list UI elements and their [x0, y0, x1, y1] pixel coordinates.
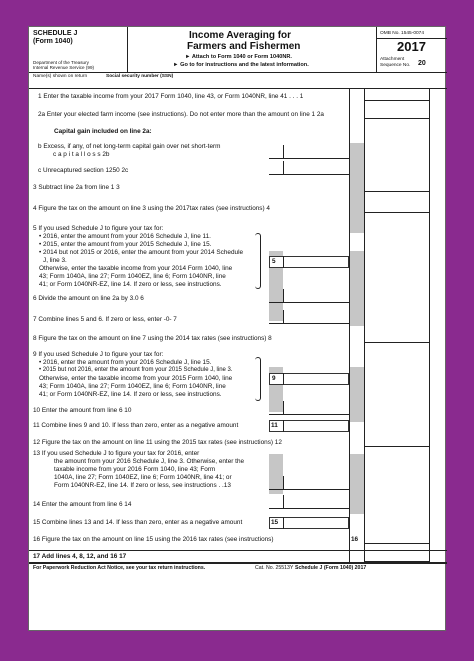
header-divider-right	[376, 27, 377, 72]
line-15-input[interactable]	[285, 519, 347, 527]
shaded-area-a	[350, 143, 364, 233]
line-5-brace	[255, 233, 261, 289]
line-11-box-number: 11	[271, 422, 278, 429]
attach-instruction: ► Attach to Form 1040 or Form 1040NR.	[185, 54, 292, 60]
line-6-input[interactable]	[285, 294, 347, 302]
line-8-rule	[364, 342, 429, 343]
line-2c-input[interactable]	[285, 166, 347, 174]
header-divider-left	[127, 27, 128, 72]
line-12-rule	[364, 446, 429, 447]
omb-number: OMB No. 1545-0074	[380, 31, 424, 36]
line-9-box-divider	[283, 373, 284, 385]
line-9-option-2015: • 2015 but not 2016, enter the amount from your 2015 Schedule J, line 3.	[39, 367, 233, 373]
line-13-input[interactable]	[285, 481, 347, 489]
line-2b-input[interactable]	[285, 150, 347, 158]
line-2b-rule	[269, 158, 349, 159]
line-2c-text: c Unrecaptured section 1250 2c	[38, 167, 129, 174]
name-field-label: Name(s) shown on return	[33, 74, 88, 79]
line-5-option-2016: • 2016, enter the amount from your 2016 Schedule J, line 11.	[39, 233, 211, 240]
line-5-otherwise-cont1: 43; Form 1040A, line 27; Form 1040EZ, line 6; Form 1040NR, line	[39, 273, 226, 280]
dept-label: Department of the Treasury	[33, 60, 89, 65]
line-2a-text: 2a Enter your elected farm income (see instructions). Do not enter more than the amount on line 1 2a	[38, 111, 324, 118]
line-2a-input[interactable]	[365, 110, 428, 118]
form-ref: (Form 1040)	[33, 38, 73, 45]
line-8-input[interactable]	[365, 334, 428, 342]
shaded-area-g	[350, 454, 364, 514]
line-5-input[interactable]	[285, 258, 347, 266]
line-2c-box-divider	[283, 161, 284, 175]
ssn-field-label: Social security number (SSN)	[106, 74, 174, 79]
form-page	[28, 26, 446, 631]
line-16-number: 16	[351, 536, 359, 543]
capital-gain-heading: Capital gain included on line 2a:	[54, 128, 152, 135]
line-9-otherwise: Otherwise, enter the taxable income from your 2015 Form 1040, line	[39, 375, 233, 382]
line-9-brace	[255, 357, 261, 401]
line-13-rule	[269, 489, 349, 490]
line-2a-rule	[364, 118, 429, 119]
line-7-input[interactable]	[285, 315, 347, 323]
name-input[interactable]	[33, 80, 283, 88]
line-13-text-2: the amount from your 2016 Schedule J, line 3. Otherwise, enter the	[54, 458, 245, 465]
line-5-box-divider	[283, 256, 284, 268]
attachment-label: Attachment	[380, 57, 405, 62]
line-7-text: 7 Combine lines 5 and 6. If zero or less, enter -0- 7	[33, 316, 177, 323]
line-1-rule	[364, 100, 429, 101]
line-17-text: 17 Add lines 4, 8, 12, and 16 17	[33, 553, 127, 560]
line-14-text: 14 Enter the amount from line 6 14	[33, 501, 132, 508]
line-5-option-2014-cont: J, line 3.	[43, 257, 67, 264]
line-6-text: 6 Divide the amount on line 2a by 3.0 6	[33, 295, 144, 302]
shaded-area-c	[350, 251, 364, 326]
line-10-rule	[269, 414, 349, 415]
line-16-input[interactable]	[365, 535, 428, 543]
line-16-text: 16 Figure the tax on the amount on line 15 using the 2016 tax rates (see instructions)	[33, 536, 274, 543]
line-12-input[interactable]	[365, 438, 428, 446]
line-12-text: 12 Figure the tax on the amount on line 11 using the 2015 tax rates (see instructions) 12	[33, 439, 282, 446]
line-17-input[interactable]	[365, 553, 428, 561]
line-2c-rule	[269, 174, 349, 175]
line-13-text-4: 1040A, line 27; Form 1040EZ, line 6; Form 1040NR, line 41; or	[54, 474, 232, 481]
line-16-rule	[364, 543, 429, 544]
line-5-box-number: 5	[272, 258, 276, 265]
sequence-label: Sequence No.	[380, 63, 411, 68]
line-9-box-number: 9	[272, 375, 276, 382]
line-9-option-2016: • 2016, enter the amount from your 2016 Schedule J, line 15.	[39, 359, 212, 366]
line-15-box-number: 15	[271, 519, 279, 526]
line-17-top-rule	[29, 550, 447, 551]
line-9-input[interactable]	[285, 375, 347, 383]
footer-notice: For Paperwork Reduction Act Notice, see your tax return instructions.	[33, 565, 206, 571]
line-8-text: 8 Figure the tax on the amount on line 7 using the 2014 tax rates (see instructions) 8	[33, 335, 272, 342]
ssn-input[interactable]	[289, 80, 439, 88]
line-1-input[interactable]	[365, 92, 428, 100]
line-7-box-divider	[283, 310, 284, 324]
footer-rule	[29, 562, 447, 564]
schedule-label: SCHEDULE J	[33, 30, 78, 37]
line-5-option-2015: • 2015, enter the amount from your 2015 Schedule J, line 15.	[39, 241, 212, 248]
line-6-rule	[269, 302, 349, 303]
sequence-number: 20	[418, 60, 426, 67]
line-15-box-divider	[283, 517, 284, 529]
line-10-text: 10 Enter the amount from line 6 10	[33, 407, 132, 414]
line-6-box-divider	[283, 289, 284, 303]
irs-label: Internal Revenue Service (99)	[33, 65, 95, 70]
header-bottom-rule	[29, 72, 447, 73]
line-3-text: 3 Subtract line 2a from line 1 3	[33, 184, 120, 191]
line-13-text-5: Form 1040NR-EZ, line 14. If zero or less, see instructions . .13	[54, 482, 231, 489]
line-5-intro: 5 If you used Schedule J to figure your tax for:	[33, 225, 164, 232]
line-9-otherwise-cont2: 41; or Form 1040NR-EZ, line 14. If zero or less, see instructions.	[39, 391, 222, 398]
footer-cat-no: Cat. No. 25513Y	[255, 565, 294, 571]
line-15-text: 15 Combine lines 13 and 14. If less than zero, enter as a negative amount	[33, 519, 243, 526]
line-13-text-3: taxable income from your 2016 Form 1040, line 43; Form	[54, 466, 216, 473]
line-7-rule	[269, 323, 349, 324]
amount-column-right	[429, 88, 430, 562]
shaded-area-f	[269, 454, 283, 494]
goto-instruction: ► Go to for instructions and the latest information.	[173, 62, 309, 68]
form-title-2: Farmers and Fishermen	[187, 41, 301, 52]
line-3-rule	[364, 191, 429, 192]
line-14-box-divider	[283, 495, 284, 509]
line-5-otherwise-cont2: 41; or Form 1040NR-EZ, line 14. If zero or less, see instructions.	[39, 281, 222, 288]
line-1-text: 1 Enter the taxable income from your 2017 Form 1040, line 43, or Form 1040NR, line 41 . . . 1	[38, 93, 304, 100]
form-title-1: Income Averaging for	[189, 30, 292, 41]
name-row-rule	[29, 88, 447, 89]
line-2b-text-b: c a p i t a l l o s s 2b	[53, 151, 110, 158]
line-11-text: 11 Combine lines 9 and 10. If less than zero, enter as a negative amount	[33, 422, 239, 429]
line-4-input[interactable]	[365, 204, 428, 212]
line-13-box-divider	[283, 476, 284, 490]
line-14-input[interactable]	[285, 500, 347, 508]
line-5-option-2014: • 2014 but not 2015 or 2016, enter the amount from your 2014 Schedule	[39, 249, 244, 256]
tax-year: 2017	[397, 39, 426, 54]
line-4-rule	[364, 212, 429, 213]
line-2b-box-divider	[283, 145, 284, 159]
line-11-input[interactable]	[285, 422, 347, 430]
amount-column-mid	[364, 88, 365, 562]
shaded-area-e	[350, 367, 364, 422]
line-14-rule	[269, 508, 349, 509]
line-11-box-divider	[283, 420, 284, 432]
line-9-intro: 9 If you used Schedule J to figure your tax for:	[33, 351, 164, 358]
line-13-text-1: 13 If you used Schedule J to figure your tax for 2016, enter	[33, 450, 200, 457]
footer-form-id: Schedule J (Form 1040) 2017	[295, 565, 367, 571]
line-10-input[interactable]	[285, 406, 347, 414]
line-2b-text-a: b Excess, if any, of net long-term capital gain over net short-term	[38, 143, 221, 150]
line-3-input[interactable]	[365, 183, 428, 191]
line-10-box-divider	[283, 401, 284, 415]
line-9-otherwise-cont1: 43; Form 1040A, line 27; Form 1040EZ, line 6; Form 1040NR, line	[39, 383, 226, 390]
line-4-text: 4 Figure the tax on the amount on line 3 using the 2017tax rates (see instructions) 4	[33, 205, 270, 212]
line-5-otherwise: Otherwise, enter the taxable income from your 2014 Form 1040, line	[39, 265, 233, 272]
